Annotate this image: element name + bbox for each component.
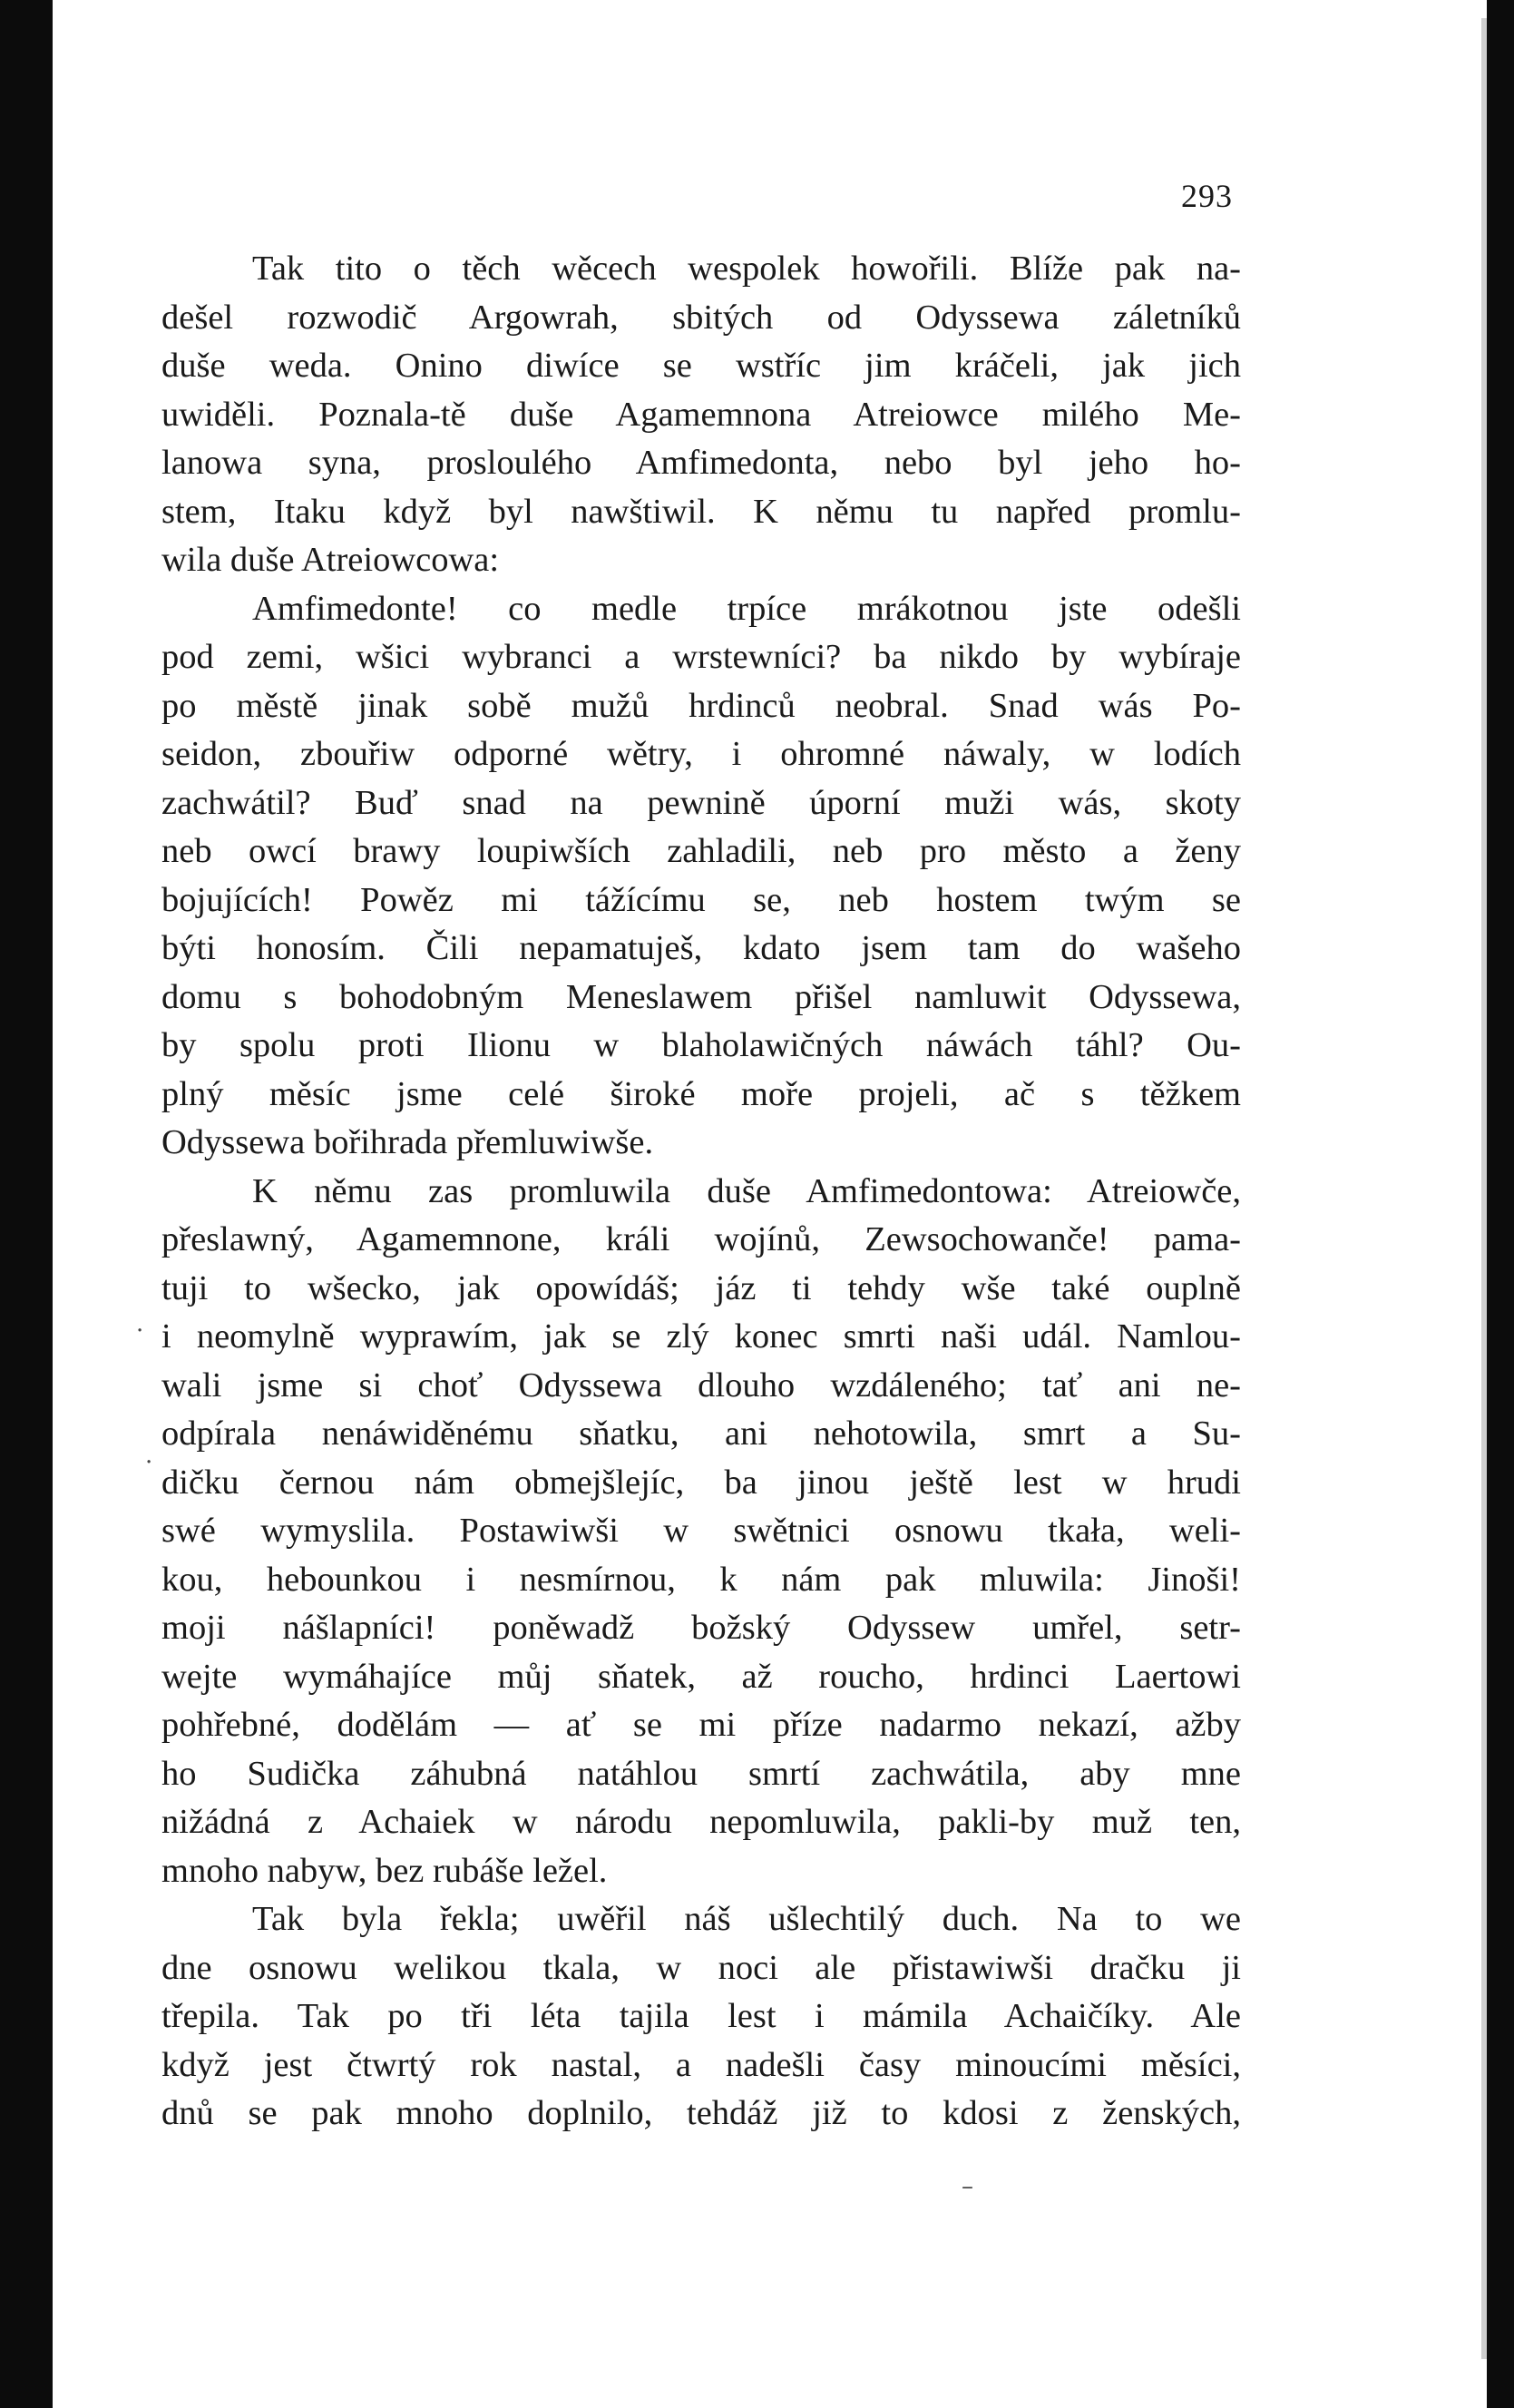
text-line: pod zemi, wšici wybranci a wrstewníci? ba nikdo by wybíraje	[161, 638, 1241, 676]
body-text	[161, 245, 1241, 2139]
text-line: neb owcí brawy loupiwších zahladili, neb pro město a ženy	[161, 832, 1241, 870]
scan-edge-left	[0, 0, 53, 2408]
text-line: býti honosím. Čili nepamatuješ, kdato jsem tam do wašeho	[161, 929, 1241, 967]
text-line: swé wymyslila. Postawiwši w swětnici osnowu tkała, weli-	[161, 1512, 1241, 1550]
text-line: dnů se pak mnoho doplnilo, tehdáž již to kdosi z ženských,	[161, 2094, 1241, 2132]
text-line: stem, Itaku když byl nawštiwil. K němu tu napřed promlu-	[161, 492, 1241, 531]
text-line: dne osnowu welikou tkala, w noci ale přistawiwši dračku ji	[161, 1948, 1241, 1987]
text-line: dešel rozwodič Argowrah, sbitých od Odyssewa záletníků	[161, 298, 1241, 337]
text-line: dičku černou nám obmejšlejíc, ba jinou ještě lest w hrudi	[161, 1463, 1241, 1502]
text-line: K němu zas promluwila duše Amfimedontowa: Atreiowče,	[252, 1171, 1241, 1210]
page-edge-shadow	[1481, 18, 1487, 2359]
text-line: po městě jinak sobě mužů hrdinců neobral. Snad wás Po-	[161, 686, 1241, 725]
text-line: wali jsme si choť Odyssewa dlouho wzdáleného; tať ani ne-	[161, 1366, 1241, 1405]
text-line: by spolu proti Ilionu w blaholawičných náwách táhl? Ou-	[161, 1026, 1241, 1064]
text-line: lanowa syna, prosloulého Amfimedonta, nebo byl jeho ho-	[161, 444, 1241, 482]
text-line: kou, hebounkou i nesmírnou, k nám pak mluwila: Jinoši!	[161, 1560, 1241, 1599]
text-line: Amfimedonte! co medle trpíce mrákotnou jste odešli	[252, 589, 1241, 628]
text-line: wejte wymáhajíce můj sňatek, až roucho, hrdinci Laertowi	[161, 1657, 1241, 1696]
text-line: duše weda. Onino diwíce se wstříc jim kráčeli, jak jich	[161, 347, 1241, 385]
text-line: ho Sudička záhubná natáhlou smrtí zachwátila, aby mne	[161, 1754, 1241, 1793]
text-line: seidon, zbouřiw odporné wětry, i ohromné náwaly, w lodích	[161, 735, 1241, 773]
text-line: nižádná z Achaiek w národu nepomluwila, pakli-by muž ten,	[161, 1803, 1241, 1841]
text-line: domu s bohodobným Meneslawem přišel namluwit Odyssewa,	[161, 977, 1241, 1016]
text-line: třepila. Tak po tři léta tajila lest i mámila Achaičíky. Ale	[161, 1997, 1241, 2035]
text-line: Odyssewa bořihrada přemluwiwše.	[161, 1123, 654, 1161]
text-line: zachwátil? Buď snad na pewnině úporní muži wás, skoty	[161, 783, 1241, 822]
scan-edge-right	[1487, 0, 1514, 2408]
text-line: přeslawný, Agamemnone, králi wojínů, Zewsochowanče! pama-	[161, 1220, 1241, 1258]
text-line: mnoho nabyw, bez rubáše ležel.	[161, 1851, 608, 1890]
text-line: když jest čtwrtý rok nastal, a nadešli časy minoucími měsíci,	[161, 2045, 1241, 2084]
stray-mark: –	[962, 2173, 973, 2200]
page-number: 293	[1181, 178, 1233, 214]
text-line: plný měsíc jsme celé široké moře projeli, ač s těžkem	[161, 1074, 1241, 1113]
text-line: bojujících! Powěz mi tážícímu se, neb hostem twým se	[161, 880, 1241, 919]
stray-mark: ·	[136, 1317, 144, 1345]
text-line: wila duše Atreiowcowa:	[161, 541, 500, 579]
text-line: Tak byla řekla; uwěřil náš ušlechtilý duch. Na to we	[252, 1900, 1241, 1938]
stray-mark: ·	[145, 1449, 153, 1476]
text-line: Tak tito o těch wěcech wespolek howořili. Blíže pak na-	[252, 250, 1241, 288]
text-line: tuji to wšecko, jak opowídáš; jáz ti tehdy wše také ouplně	[161, 1268, 1241, 1307]
text-line: odpírala nenáwiděnému sňatku, ani nehotowila, smrt a Su-	[161, 1414, 1241, 1453]
text-line: i neomylně wyprawím, jak se zlý konec smrti naši udál. Namlou-	[161, 1317, 1241, 1356]
text-line: pohřebné, dodělám — ať se mi příze nadarmo nekazí, ažby	[161, 1706, 1241, 1744]
text-line: uwiděli. Poznala-tě duše Agamemnona Atreiowce milého Me-	[161, 395, 1241, 434]
text-line: moji nášlapníci! poněwadž božský Odyssew umřel, setr-	[161, 1609, 1241, 1647]
